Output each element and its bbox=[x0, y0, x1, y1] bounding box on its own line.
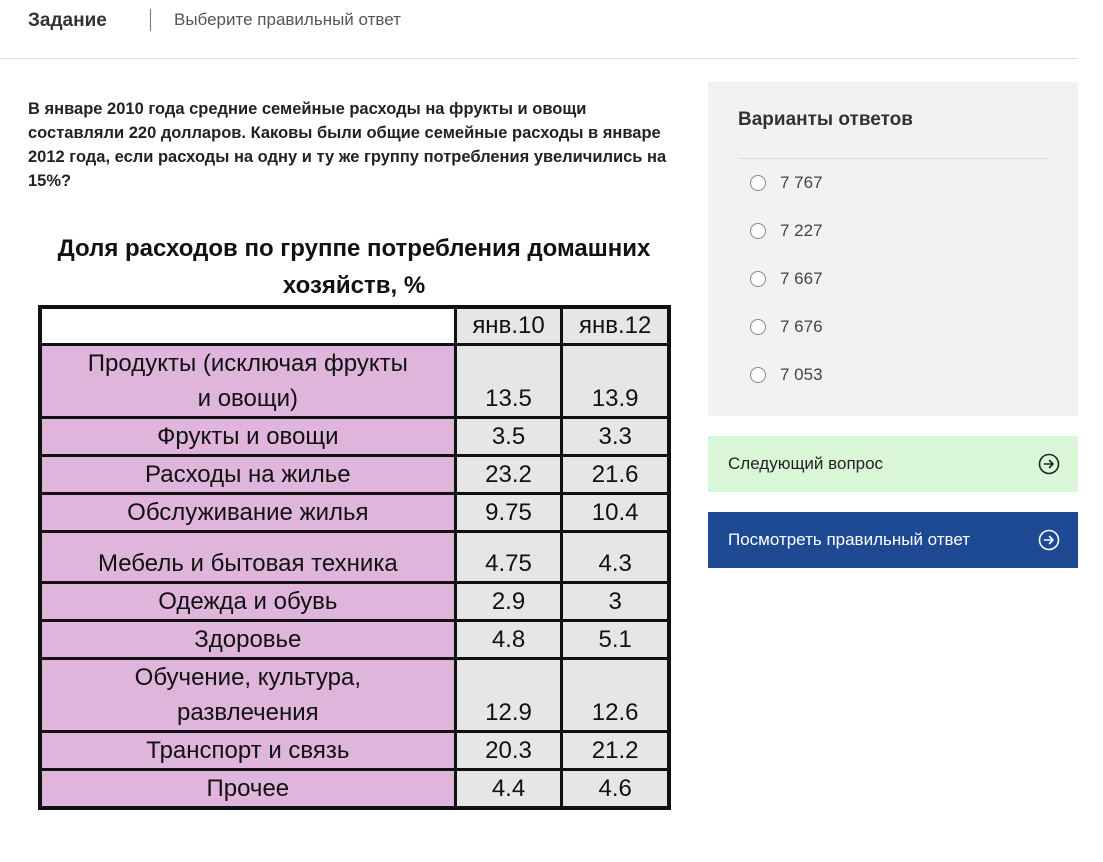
answer-option[interactable] bbox=[750, 316, 823, 338]
table-row bbox=[40, 583, 669, 621]
arrow-right-circle-icon bbox=[1038, 529, 1060, 551]
row-value: 12.6 bbox=[562, 659, 669, 732]
answer-options-divider bbox=[738, 158, 1048, 159]
row-value: 21.6 bbox=[562, 456, 669, 494]
column-header: янв.10 bbox=[455, 307, 562, 345]
row-name: Транспорт и связь bbox=[40, 732, 455, 770]
next-question-label: Следующий вопрос bbox=[728, 454, 884, 473]
row-value: 5.1 bbox=[562, 621, 669, 659]
table-row bbox=[40, 621, 669, 659]
row-value: 21.2 bbox=[562, 732, 669, 770]
row-value: 4.8 bbox=[455, 621, 562, 659]
answer-option[interactable] bbox=[750, 172, 823, 194]
row-name: Здоровье bbox=[40, 621, 455, 659]
row-value: 4.75 bbox=[455, 532, 562, 583]
answer-option[interactable] bbox=[750, 364, 823, 386]
row-value: 12.9 bbox=[455, 659, 562, 732]
radio-button[interactable] bbox=[750, 271, 766, 287]
table-header-blank bbox=[40, 307, 455, 345]
header-divider bbox=[150, 9, 151, 31]
table-title: Доля расходов по группе потребления домашних хозяйств, % bbox=[57, 235, 651, 299]
row-value: 3.5 bbox=[455, 418, 562, 456]
page-title: Задание bbox=[28, 10, 107, 31]
table-row bbox=[40, 532, 669, 583]
page-header bbox=[0, 0, 1078, 59]
answer-option-label: 7 676 bbox=[780, 317, 823, 336]
row-name: Обучение, культура, развлечения bbox=[40, 659, 455, 732]
column-header: янв.12 bbox=[562, 307, 669, 345]
row-value: 2.9 bbox=[455, 583, 562, 621]
row-value: 13.5 bbox=[455, 345, 562, 418]
expenses-table bbox=[38, 305, 671, 810]
show-answer-label: Посмотреть правильный ответ bbox=[728, 530, 971, 549]
answer-option-label: 7 667 bbox=[780, 269, 823, 288]
page-subtitle: Выберите правильный ответ bbox=[174, 10, 401, 29]
radio-button[interactable] bbox=[750, 319, 766, 335]
table-row bbox=[40, 456, 669, 494]
table-row bbox=[40, 659, 669, 732]
row-name: Обслуживание жилья bbox=[40, 494, 455, 532]
answer-options-panel bbox=[708, 82, 1078, 416]
table-row bbox=[40, 494, 669, 532]
row-value: 3.3 bbox=[562, 418, 669, 456]
answer-option[interactable] bbox=[750, 220, 823, 242]
row-name: Продукты (исключая фрукты и овощи) bbox=[40, 345, 455, 418]
row-value: 3 bbox=[562, 583, 669, 621]
arrow-right-circle-icon bbox=[1038, 453, 1060, 475]
answer-option-label: 7 053 bbox=[780, 365, 823, 384]
answer-option-label: 7 767 bbox=[780, 173, 823, 192]
table-header-row bbox=[40, 307, 669, 345]
table-row bbox=[40, 770, 669, 809]
row-name: Прочее bbox=[40, 770, 455, 809]
radio-button[interactable] bbox=[750, 175, 766, 191]
table-row bbox=[40, 732, 669, 770]
row-value: 4.6 bbox=[562, 770, 669, 809]
answer-option-label: 7 227 bbox=[780, 221, 823, 240]
row-value: 10.4 bbox=[562, 494, 669, 532]
row-value: 20.3 bbox=[455, 732, 562, 770]
row-name: Расходы на жилье bbox=[40, 456, 455, 494]
next-question-button[interactable] bbox=[708, 436, 1078, 492]
show-answer-button[interactable] bbox=[708, 512, 1078, 568]
row-name: Одежда и обувь bbox=[40, 583, 455, 621]
row-value: 4.3 bbox=[562, 532, 669, 583]
row-value: 13.9 bbox=[562, 345, 669, 418]
row-value: 4.4 bbox=[455, 770, 562, 809]
radio-button[interactable] bbox=[750, 367, 766, 383]
table-row bbox=[40, 418, 669, 456]
question-text: В январе 2010 года средние семейные расходы на фрукты и овощи составляли 220 долларов. Каковы были общие семейные расходы в январе 2012 года, если расходы на одну и ту же группу потребления увеличились на 15%? bbox=[28, 100, 667, 190]
answer-options-title: Варианты ответов bbox=[738, 109, 913, 130]
radio-button[interactable] bbox=[750, 223, 766, 239]
answer-option[interactable] bbox=[750, 268, 823, 290]
row-value: 9.75 bbox=[455, 494, 562, 532]
row-name: Фрукты и овощи bbox=[40, 418, 455, 456]
table-row bbox=[40, 345, 669, 418]
row-name: Мебель и бытовая техника bbox=[40, 532, 455, 583]
row-value: 23.2 bbox=[455, 456, 562, 494]
